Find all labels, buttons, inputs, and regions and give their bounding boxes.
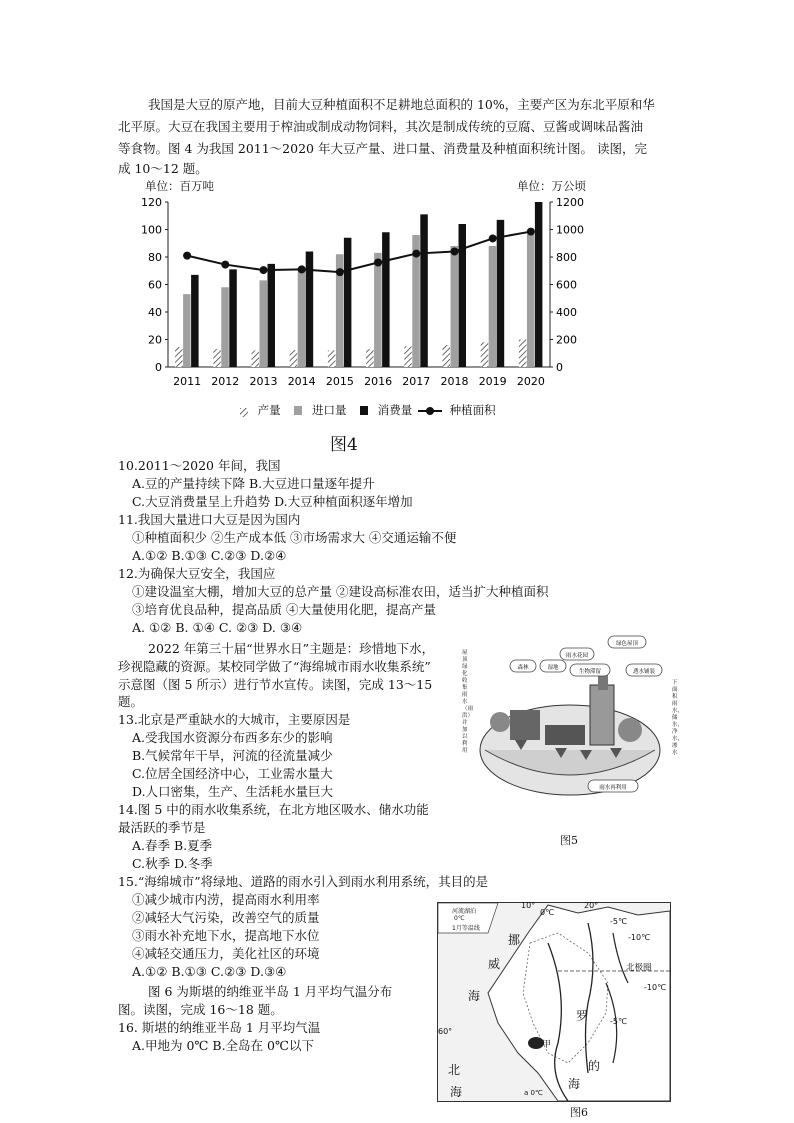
bar-产量-2015 [328, 351, 336, 368]
figure-5-caption: 图5 [560, 834, 578, 847]
bar-进口量-2012 [221, 287, 229, 367]
bar-进口量-2014 [298, 269, 306, 367]
q13-stem: 13.北京是严重缺水的大城市，主要原因是 [118, 712, 351, 727]
fig6-lat60: 60° [438, 1027, 453, 1036]
y2-tick-label: 0 [556, 361, 563, 374]
bar-产量-2012 [213, 349, 221, 367]
fig5-label-bioretention: 生物滞留 [578, 669, 602, 675]
q10-options-2: C.大豆消费量呈上升趋势 D.大豆种植面积逐年增加 [132, 494, 413, 509]
fig6-lon10: 10° [521, 901, 536, 910]
bar-消费量-2011 [191, 275, 199, 367]
legend-hatch-swatch [240, 406, 248, 415]
point-种植面积-2011 [183, 252, 191, 260]
figure-4-caption: 图4 [330, 435, 358, 455]
q15-option-4: ④减轻交通压力，美化社区的环境 [132, 946, 320, 961]
intro2-line-1: 2022 年第三十届“世界水日”主题是：珍惜地下水， [148, 641, 435, 656]
line-种植面积 [187, 232, 531, 273]
figure-6-caption: 图6 [570, 1106, 588, 1119]
intro2-line-3: 示意图（图 5 所示）进行节水宣传。读图，完成 13～15 [118, 677, 433, 692]
x-tick-label: 2016 [364, 375, 393, 388]
intro-line-3: 等食物。图 4 为我国 2011～2020 年大豆产量、进口量、消费量及种植面积统计图。 读图，完 [118, 141, 647, 156]
q12-options-3: A. ①② B. ①④ C. ②③ D. ③④ [132, 620, 303, 635]
bar-消费量-2015 [344, 238, 352, 367]
intro-line-1: 我国是大豆的原产地，目前大豆种植面积不足耕地总面积的 10%，主要产区为东北平原和华 [148, 97, 655, 112]
legend-production: 产量 [257, 403, 281, 417]
fig6-lon20: 20° [584, 901, 599, 910]
y-tick-label: 100 [141, 223, 162, 237]
figure-6-map [437, 902, 671, 1102]
q14-stem-1: 14.图 5 中的雨水收集系统，在北方地区吸水、储水功能 [118, 802, 429, 817]
x-tick-label: 2011 [173, 375, 202, 388]
bar-产量-2014 [290, 350, 298, 367]
point-种植面积-2012 [221, 261, 229, 269]
q14-options-2: C.秋季 D.冬季 [132, 856, 213, 871]
point-种植面积-2016 [374, 259, 382, 267]
fig6-iso5a: -5℃ [610, 917, 627, 926]
q15-option-1: ①减少城市内涝，提高雨水利用率 [132, 892, 320, 907]
y2-tick-label: 600 [556, 278, 577, 292]
fig5-label-forest: 森林 [517, 665, 529, 671]
intro-line-4: 成 10～12 题。 [118, 161, 208, 176]
bar-产量-2017 [404, 346, 412, 367]
legend-area: 种植面积 [449, 403, 496, 417]
bar-产量-2018 [443, 345, 451, 367]
fig6-iso10a: -10℃ [628, 933, 651, 942]
q10-stem: 10.2011～2020 年间，我国 [118, 458, 281, 473]
x-tick-label: 2020 [516, 375, 545, 388]
fig6-lat-bottom: a 0℃ [524, 1089, 543, 1097]
fig6-place-de: 的 [588, 1059, 601, 1073]
fig5-right-vertical: 下面积雨水，储水，净水，渗水 [672, 680, 684, 756]
point-种植面积-2014 [298, 265, 306, 273]
left-unit-label: 单位：百万吨 [145, 179, 214, 193]
x-tick-label: 2015 [325, 375, 354, 388]
bar-进口量-2013 [260, 280, 268, 367]
bar-消费量-2020 [535, 202, 543, 367]
q13-option-d: D.人口密集，生产、生活耗水量巨大 [132, 784, 334, 799]
x-tick-label: 2012 [211, 375, 240, 388]
bar-消费量-2019 [497, 220, 505, 367]
bar-进口量-2018 [451, 246, 459, 367]
y-tick-label: 40 [148, 306, 162, 319]
bar-消费量-2012 [229, 269, 237, 367]
y-tick-label: 0 [155, 361, 162, 374]
fig6-place-jia: 甲 [542, 1040, 552, 1050]
x-tick-label: 2014 [287, 375, 316, 388]
fig6-iso0a: 0℃ [540, 908, 555, 917]
fig6-place-bei: 北 [448, 1063, 461, 1077]
q15-option-2: ②减轻大气污染，改善空气的质量 [132, 910, 320, 925]
q15-options: A.①② B.①③ C.②③ D.③④ [132, 964, 287, 979]
y2-tick-label: 1000 [556, 223, 584, 237]
bar-进口量-2019 [489, 246, 497, 367]
y2-tick-label: 400 [556, 306, 577, 319]
bar-产量-2020 [519, 340, 527, 368]
figure-5-sponge-city [470, 630, 670, 800]
q16-stem: 16. 斯堪的纳维亚半岛 1 月平均气温 [118, 1020, 321, 1035]
bar-消费量-2017 [420, 214, 428, 367]
q11-options-2: A.①② B.①③ C.②③ D.②④ [132, 548, 287, 563]
fig5-label-rain-garden: 雨水花园 [565, 653, 589, 659]
bar-产量-2016 [366, 349, 374, 367]
point-种植面积-2018 [451, 248, 459, 256]
q12-options-1: ①建设温室大棚，增加大豆的总产量 ②建设高标准农田，适当扩大种植面积 [132, 584, 549, 599]
q10-options-1: A.豆的产量持续下降 B.大豆进口量逐年提升 [132, 476, 375, 491]
q15-option-3: ③雨水补充地下水，提高地下水位 [132, 928, 320, 943]
fig6-arctic: 北极圈 [626, 963, 652, 973]
legend-consume: 消费量 [377, 403, 413, 417]
point-种植面积-2019 [489, 234, 497, 242]
point-种植面积-2015 [336, 268, 344, 276]
fig6-place-wei: 威 [488, 957, 501, 971]
y2-tick-label: 200 [556, 333, 577, 347]
soybean-chart [130, 192, 590, 392]
q14-options-1: A.春季 B.夏季 [132, 838, 213, 853]
q13-option-a: A.受我国水资源分布西多东少的影响 [132, 730, 333, 745]
fig6-legend-river: 河流湖泊 [452, 908, 477, 915]
fig6-iso5b: -5℃ [610, 1017, 627, 1026]
right-unit-label: 单位：万公顷 [517, 179, 586, 193]
fig5-label-green-roof: 绿色屋顶 [615, 641, 639, 647]
legend-consume-swatch [360, 406, 368, 415]
fig6-place-luo: 罗 [576, 1009, 589, 1023]
point-种植面积-2017 [412, 250, 420, 258]
fig5-label-permeable: 透水铺装 [632, 669, 656, 675]
x-tick-label: 2013 [249, 375, 278, 388]
legend-line-swatch [418, 410, 442, 412]
q13-option-c: C.位居全国经济中心，工业需水量大 [132, 766, 333, 781]
bar-产量-2011 [175, 347, 183, 367]
legend-import-swatch [294, 406, 302, 415]
fig6-place-hai2: 海 [450, 1085, 463, 1099]
bar-产量-2013 [252, 351, 260, 368]
point-种植面积-2013 [260, 266, 268, 274]
y-tick-label: 60 [148, 278, 162, 292]
y-tick-label: 120 [141, 196, 162, 209]
fig6-iso10b: -10℃ [644, 983, 667, 992]
bar-产量-2019 [481, 342, 489, 367]
q12-stem: 12.为确保大豆安全，我国应 [118, 566, 276, 581]
bar-进口量-2020 [527, 230, 535, 368]
intro3-line-2: 图。读图，完成 16～18 题。 [118, 1002, 283, 1017]
intro2-line-2: 珍视隐藏的资源。某校同学做了“海绵城市雨水收集系统” [118, 659, 431, 674]
bar-消费量-2016 [382, 232, 390, 367]
fig6-place-hai: 海 [468, 989, 481, 1003]
fig6-legend-note: 1月等温线 [452, 925, 480, 932]
fig5-left-vertical: 屋顶绿化收集雨水（雨洪）并加以利用 [462, 650, 474, 754]
q11-options-1: ①种植面积少 ②生产成本低 ③市场需求大 ④交通运输不便 [132, 530, 457, 545]
q15-stem: 15.“海绵城市”将绿地、道路的雨水引入到雨水利用系统，其目的是 [118, 874, 489, 889]
x-tick-label: 2018 [440, 375, 469, 388]
legend-import: 进口量 [311, 403, 347, 417]
intro-line-2: 北平原。大豆在我国主要用于榨油或制成动物饲料，其次是制成传统的豆腐、豆酱或调味品酱油 [118, 119, 644, 134]
intro2-line-4: 题。 [118, 694, 144, 709]
bar-消费量-2018 [459, 224, 467, 367]
fig5-label-reuse: 雨水再利用 [599, 785, 627, 791]
chart-legend [240, 402, 496, 418]
y2-tick-label: 800 [556, 251, 577, 264]
bar-消费量-2013 [268, 264, 276, 367]
q14-stem-2: 最活跃的季节是 [118, 820, 206, 835]
x-tick-label: 2019 [478, 375, 507, 388]
fig5-label-wetland: 湿地 [547, 665, 559, 671]
bar-进口量-2011 [183, 294, 191, 367]
q16-options: A.甲地为 0℃ B.全岛在 0℃以下 [132, 1038, 314, 1053]
point-种植面积-2020 [527, 228, 535, 236]
intro3-line-1: 图 6 为斯堪的纳维亚半岛 1 月平均气温分布 [148, 984, 393, 999]
y2-tick-label: 1200 [556, 196, 584, 209]
y-tick-label: 20 [148, 333, 162, 347]
x-tick-label: 2017 [402, 375, 431, 388]
y-tick-label: 80 [148, 251, 162, 264]
bar-进口量-2016 [374, 253, 382, 367]
fig6-place-hai3: 海 [568, 1077, 581, 1091]
q13-option-b: B.气候常年干旱，河流的径流量减少 [132, 748, 333, 763]
fig6-legend-iso: 0℃ [454, 915, 465, 922]
q11-stem: 11.我国大量进口大豆是因为国内 [118, 512, 301, 527]
q12-options-2: ③培育优良品种，提高品质 ④大量使用化肥，提高产量 [132, 602, 436, 617]
fig6-place-no: 挪 [508, 933, 521, 947]
